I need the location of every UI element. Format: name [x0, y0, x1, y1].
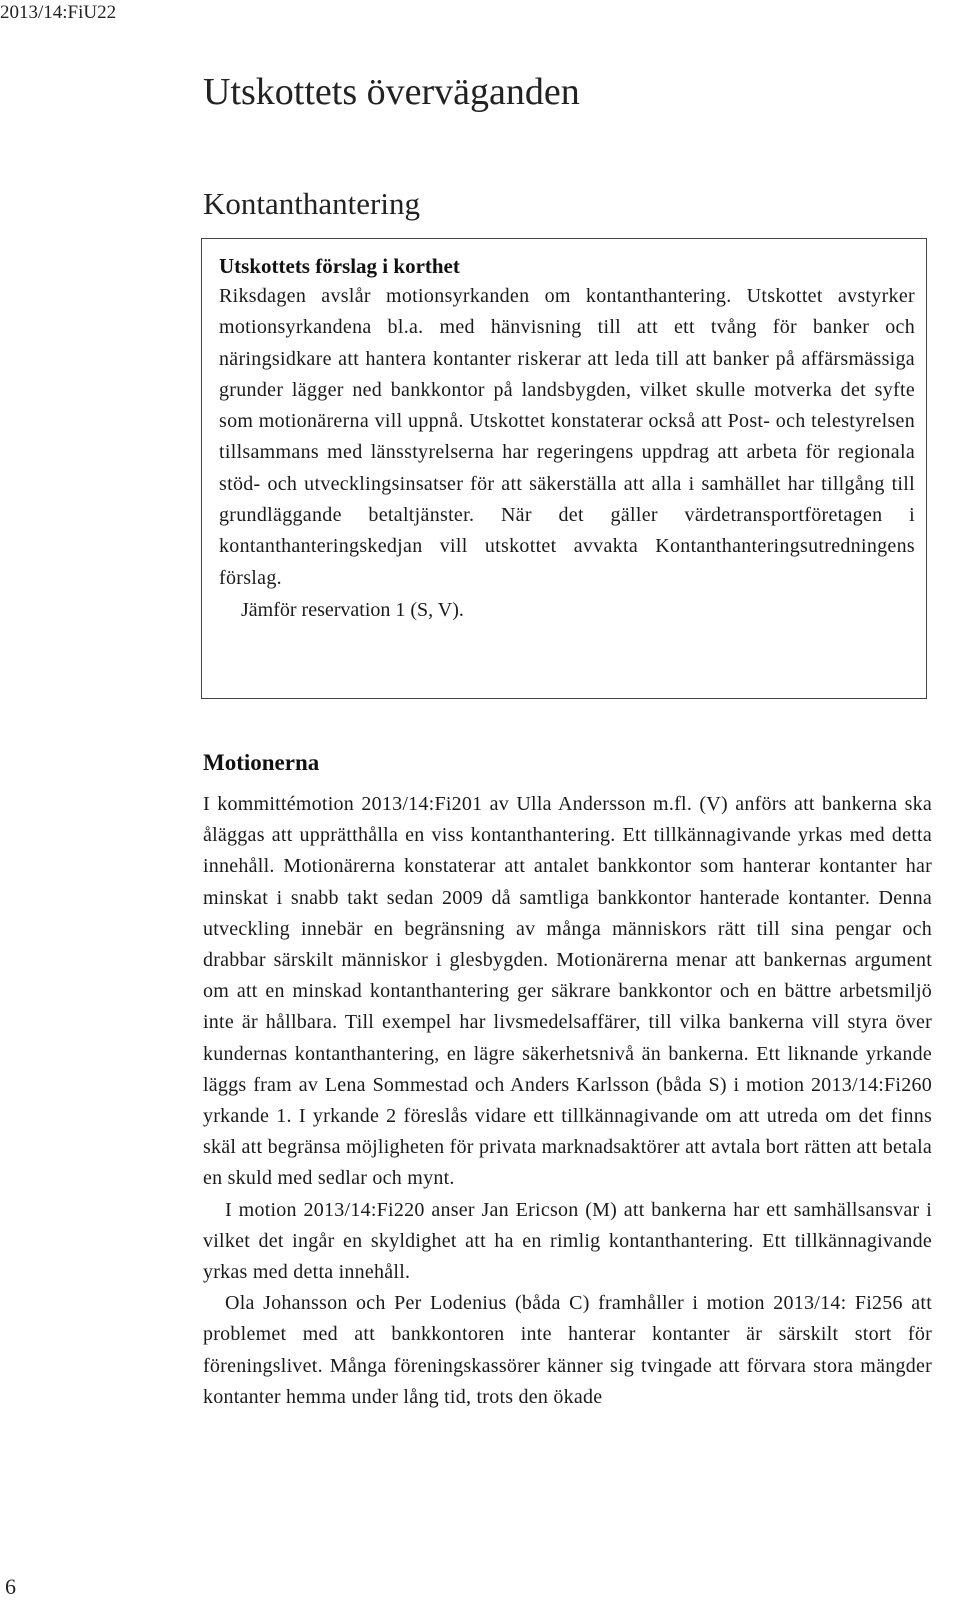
page-number: 6: [5, 1574, 16, 1599]
section-title: Kontanthantering: [203, 186, 420, 221]
motions-body: [203, 789, 932, 1413]
summary-text: Riksdagen avslår motionsyrkanden om kontanthantering. Utskottet avstyrker motionsyrkandena bl.a. med hänvisning till att ett tvång för banker och näringsidkare att hantera kontanter riskerar att leda till att banker på affärsmässiga grunder lägger ned bankkontor på landsbygden, vilket skulle motverka det syfte som motionärerna vill uppnå. Utskottet konstaterar också att Post- och telestyrelsen tillsammans med länsstyrelserna har regeringens uppdrag att arbeta för regionala stöd- och utvecklingsinsatser för att säkerställa att alla i samhället har tillgång till grundläggande betaltjänster. När det gäller värdetransportföretagen i kontanthanteringskedjan vill utskottet avvakta Kontanthanteringsutredningens förslag.: [219, 285, 915, 589]
motion-paragraph: I motion 2013/14:Fi220 anser Jan Ericson (M) att bankerna har ett samhällsansvar i vilket det ingår en skyldighet att ha en rimlig kontanthantering. Ett tillkännagivande yrkas med detta innehåll.: [203, 1198, 932, 1284]
summary-box: [201, 238, 927, 699]
reservation-reference: Jämför reservation 1 (S, V).: [241, 598, 464, 621]
motions-heading: Motionerna: [203, 750, 320, 775]
page-title: Utskottets överväganden: [203, 71, 580, 113]
motion-paragraph: I kommittémotion 2013/14:Fi201 av Ulla Andersson m.fl. (V) anförs att bankerna ska åläggas att upprätthålla en viss kontanthantering. Ett tillkännagivande yrkas med detta innehåll. Motionärerna konstaterar att antalet bankkontor som hanterar kontanter har minskat i snabb takt sedan 2009 då samtliga bankkontor hanterade kontanter. Denna utveckling innebär en begränsning av många människors rätt till sina pengar och drabbar särskilt människor i glesbygden. Motionärerna menar att bankernas argument om att en minskad kontanthantering ger säkrare bankkontor och en bättre arbetsmiljö inte är hållbara. Till exempel har livsmedelsaffärer, till vilka bankerna vill styra över kundernas kontanthantering, en lägre säkerhetsnivå än bankerna. Ett liknande yrkande läggs fram av Lena Sommestad och Anders Karlsson (båda S) i motion 2013/14:Fi260 yrkande 1. I yrkande 2 föreslås vidare ett tillkännagivande om att utreda om det finns skäl att begränsa möjligheten för privata marknadsaktörer att avtala bort rätten att betala en skuld med sedlar och mynt.: [203, 793, 932, 1190]
summary-content: [219, 251, 915, 626]
summary-heading: Utskottets förslag i korthet: [219, 254, 460, 278]
motion-paragraph: Ola Johansson och Per Lodenius (båda C) framhåller i motion 2013/14: Fi256 att problemet med att bankkontoren inte hanterar kontanter är särskilt stort för föreningslivet. Många föreningskassörer känner sig tvingade att förvara stora mängder kontanter hemma under lång tid, trots den ökade: [203, 1292, 932, 1408]
document-id: 2013/14:FiU22: [0, 2, 117, 23]
